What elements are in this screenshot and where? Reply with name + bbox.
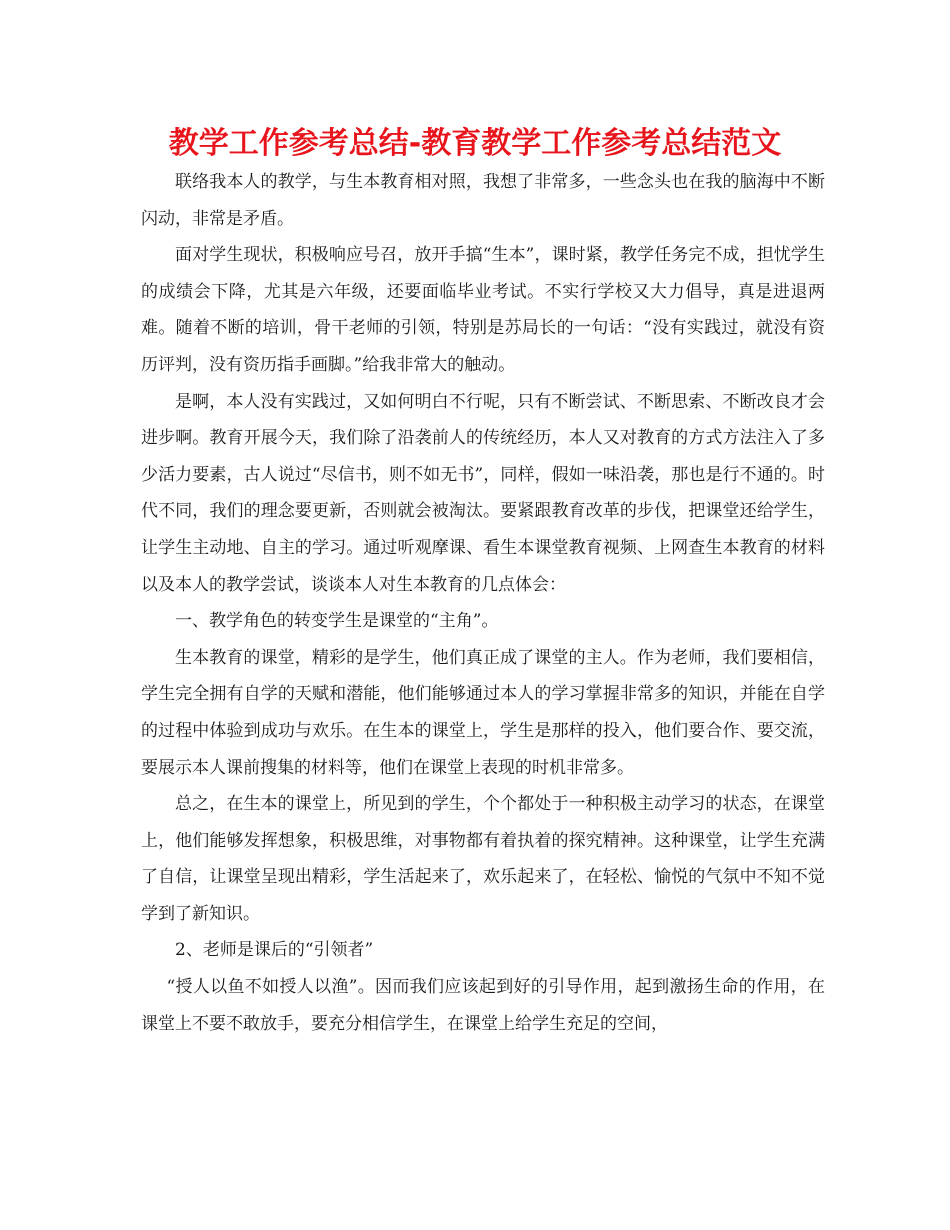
paragraph-summary: 总之，在生本的课堂上，所见到的学生，个个都处于一种积极主动学习的状态，在课堂上，他们能够发挥想象，积极思维，对事物都有着执着的探究精神。这种课堂，让学生充满了自信，让课堂呈现出精彩，学生活起来了，欢乐起来了，在轻松、愉悦的气氛中不知不觉学到了新知识。 [141,794,825,924]
section-heading-role-change: 一、教学角色的转变学生是课堂的“主角”。 [175,611,499,632]
paragraph-teach-fishing: “授人以鱼不如授人以渔”。因而我们应该起到好的引导作用，起到激扬生命的作用，在课堂上不要不敢放手，要充分相信学生，在课堂上给学生充足的空间， [141,977,825,1034]
paragraph-student-centered-class: 生本教育的课堂，精彩的是学生，他们真正成了课堂的主人。作为老师，我们要相信，学生完全拥有自学的天赋和潜能，他们能够通过本人的学习掌握非常多的知识，并能在自学的过程中体验到成功与欢乐。在生本的课堂上，学生是那样的投入，他们要合作、要交流，要展示本人课前搜集的材料等，他们在课堂上表现的时机非常多。 [141,647,825,778]
paragraph-student-status: 面对学生现状，积极响应号召，放开手搞“生本”，课时紧，教学任务完不成，担忧学生的成绩会下降，尤其是六年级，还要面临毕业考试。不实行学校又大力倡导，真是进退两难。随着不断的培训，骨干老师的引领，特别是苏局长的一句话：“没有实践过，就没有资历评判，没有资历指手画脚。”给我非常大的触动。 [141,245,825,375]
paragraph-practice: 是啊，本人没有实践过，又如何明白不行呢，只有不断尝试、不断思索、不断改良才会进步啊。教育开展今天，我们除了沿袭前人的传统经历，本人又对教育的方式方法注入了多少活力要素，古人说过“尽信书，则不如无书”，同样，假如一味沿袭，那也是行不通的。时代不同，我们的理念要更新，否则就会被淘汰。要紧跟教育改革的步伐，把课堂还给学生，让学生主动地、自主的学习。通过听观摩课、看生本课堂教育视频、上网查生本教育的材料以及本人的教学尝试，谈谈本人对生本教育的几点体会： [141,391,825,595]
section-heading-teacher-guide: 2、老师是课后的“引领者” [175,940,374,961]
document-title: 教学工作参考总结-教育教学工作参考总结范文 [168,126,782,161]
paragraph-intro: 联络我本人的教学，与生本教育相对照，我想了非常多，一些念头也在我的脑海中不断闪动，非常是矛盾。 [141,172,825,229]
document-body [141,164,825,1042]
